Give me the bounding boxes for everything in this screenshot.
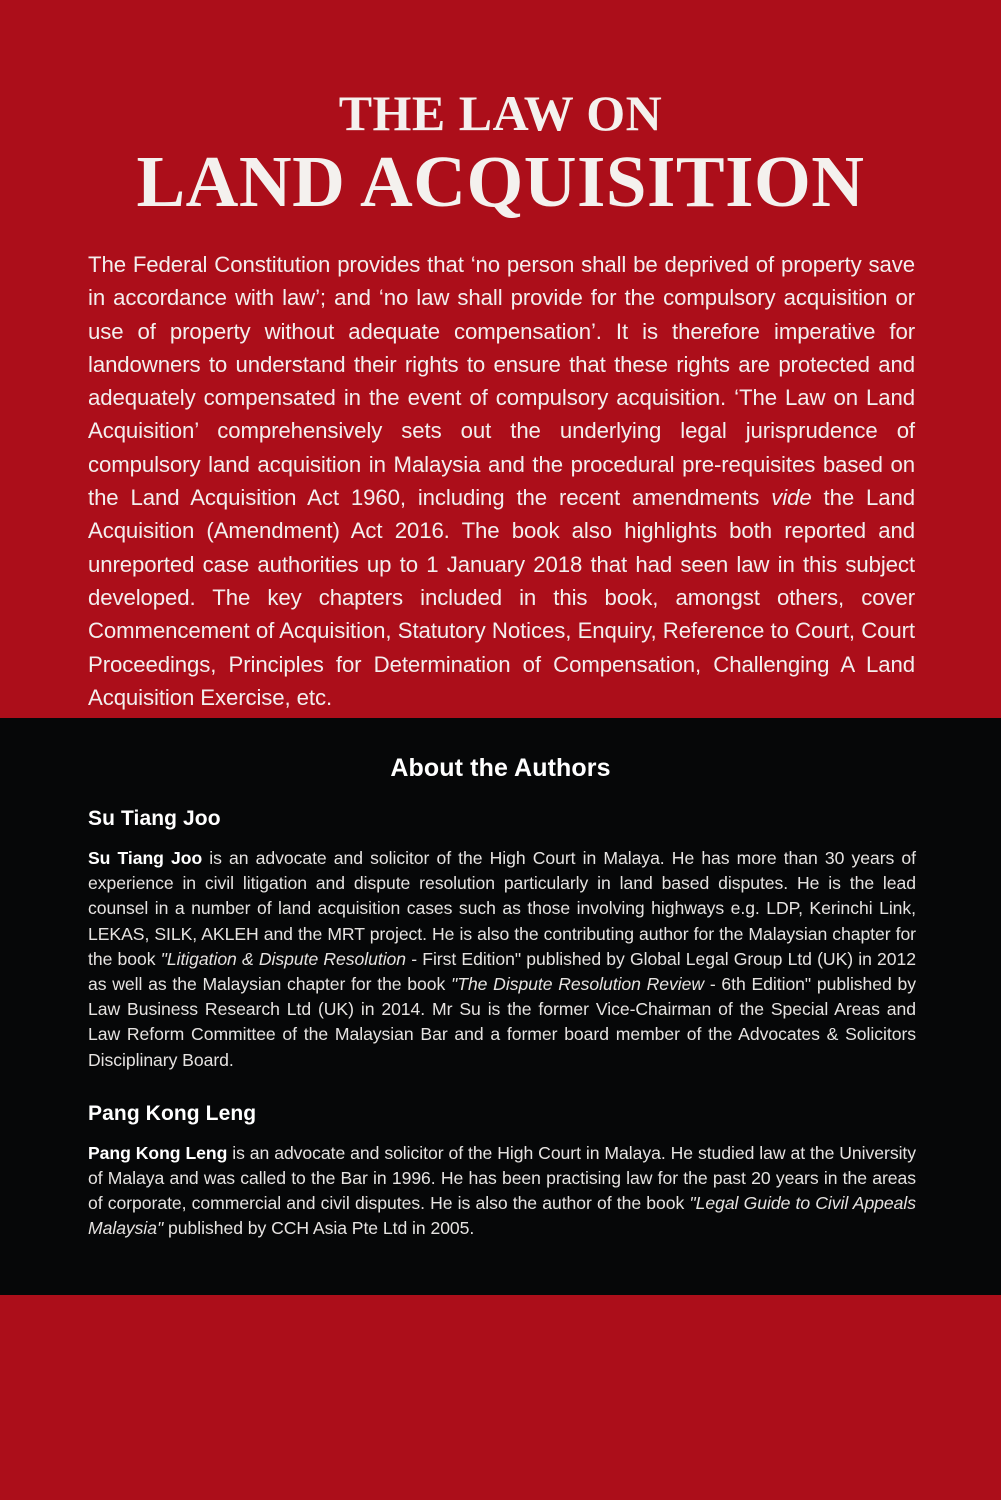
book-title bbox=[0, 85, 1001, 224]
author-bio-text-1: is an advocate and solicitor of the High Court in Malaya. He studied law at the University of Malaya and was called to the Bar in 1996. He has been practising law for the past 20 years in the areas of corporate, commercial and civil disputes. He is also the author of the book bbox=[88, 1142, 917, 1214]
author-bio-lead-name: Pang Kong Leng bbox=[88, 1142, 228, 1163]
author-bio-pang-kong-leng bbox=[88, 1141, 916, 1242]
about-the-authors-heading: About the Authors bbox=[390, 754, 611, 782]
author-name-su-tiang-joo: Su Tiang Joo bbox=[88, 807, 221, 830]
blurb-part-1: The Federal Constitution provides that ‘no person shall be deprived of property save in accordance with law’; and ‘no law shall provide for the compulsory acquisition or use of property without adequate compensation’. It is therefore imperative for landowners to understand their rights to ensure that these rights are protected and adequately compensated in the event of compulsory acquisition. ‘The Law on Land Acquisition’ comprehensively sets out the underlying legal jurisprudence of compulsory land acquisition in Malaysia and the procedural pre-requisites based on the Land Acquisition Act 1960, including the recent amendments bbox=[88, 252, 915, 511]
book-title-line-1: THE LAW ON bbox=[338, 85, 663, 141]
author-bio-book-title-1: "Legal Guide to Civil Appeals Malaysia" bbox=[88, 1193, 916, 1239]
author-bio-lead-name: Su Tiang Joo bbox=[88, 848, 203, 868]
blurb-italic-vide: vide bbox=[771, 485, 812, 511]
author-bio-su-tiang-joo bbox=[88, 846, 916, 1073]
author-bio-book-title-1: "Litigation & Dispute Resolution bbox=[160, 948, 407, 969]
red-footer-band bbox=[0, 1295, 1001, 1500]
author-bio-text-2: published by CCH Asia Pte Ltd in 2005. bbox=[163, 1218, 475, 1239]
authors-list bbox=[88, 806, 916, 1242]
blurb-part-2: the Land Acquisition (Amendment) Act 2016. The book also highlights both reported and unreported case authorities up to 1 January 2018 that had seen law in this subject developed. The key chapters included in this book, amongst others, cover Commencement of Acquisition, Statutory Notices, Enquiry, Reference to Court, Court Proceedings, Principles for Determination of Compensation, Challenging A Land Acquisition Exercise, etc. bbox=[88, 485, 915, 710]
author-bio-book-title-2: "The Dispute Resolution Review bbox=[451, 974, 705, 995]
author-block-su-tiang-joo bbox=[88, 806, 916, 1073]
book-title-line-2: LAND ACQUISITION bbox=[136, 141, 865, 222]
author-bio-text-3: - 6th Edition" published by Law Business Research Ltd (UK) in 2014. Mr Su is the former Vice-Chairman of the Special Areas and Law Reform Committee of the Malaysian Bar and a former board member of the Advocates & Solicitors Disciplinary Board. bbox=[88, 974, 917, 1070]
author-bio-text-2: - First Edition" published by Global Legal Group Ltd (UK) in 2012 as well as the Malaysian chapter for the book bbox=[88, 948, 917, 995]
author-bio-text-1: is an advocate and solicitor of the High Court in Malaya. He has more than 30 years of experience in civil litigation and dispute resolution particularly in land based disputes. He is the lead counsel in a number of land acquisition cases such as those involving highways e.g. LDP, Kerinchi Link, LEKAS, SILK, AKLEH and the MRT project. He is also the contributing author for the Malaysian chapter for the book bbox=[88, 848, 916, 969]
author-name-pang-kong-leng: Pang Kong Leng bbox=[88, 1101, 257, 1125]
author-block-pang-kong-leng bbox=[88, 1101, 916, 1242]
book-blurb bbox=[88, 248, 915, 714]
